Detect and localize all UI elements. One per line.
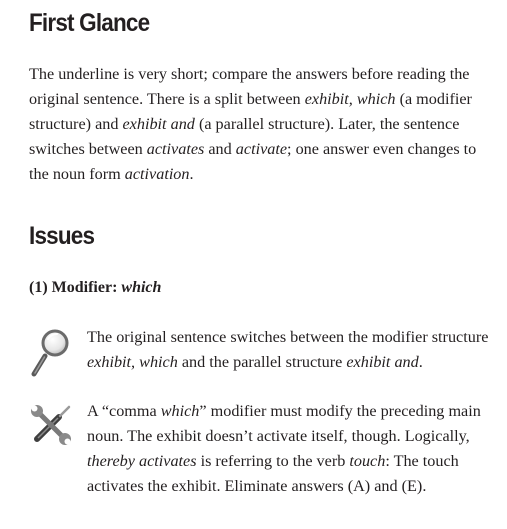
italic-term: activates bbox=[146, 140, 205, 158]
issues-heading: Issues bbox=[29, 222, 95, 250]
subheading-prefix: (1) Modifier: bbox=[29, 279, 122, 296]
text-span: The original sentence switches between the modifier structure bbox=[87, 328, 489, 346]
note-tools bbox=[29, 399, 499, 499]
text-span: ” modifier must modify the preceding main noun. The exhibit doesn’t activate itself, though. Logically, bbox=[87, 402, 481, 445]
page bbox=[29, 6, 499, 499]
italic-term: exhibit and bbox=[122, 115, 195, 133]
italic-term: exhibit, which bbox=[304, 90, 396, 108]
italic-term: activate bbox=[235, 140, 288, 158]
issue-subheading bbox=[29, 277, 499, 299]
text-span: . bbox=[189, 165, 194, 183]
text-span: is referring to the verb bbox=[196, 452, 350, 470]
text-span: and bbox=[204, 140, 236, 158]
note-text bbox=[87, 399, 492, 499]
italic-term: thereby activates bbox=[87, 452, 197, 470]
subheading-term: which bbox=[121, 279, 162, 296]
first-glance-heading: First Glance bbox=[29, 9, 150, 37]
note-magnifier bbox=[29, 325, 499, 375]
note-text bbox=[87, 325, 492, 375]
wrench-screwdriver-icon bbox=[29, 403, 73, 452]
first-glance-paragraph bbox=[29, 62, 489, 187]
magnifying-glass-icon bbox=[29, 329, 73, 382]
italic-term: exhibit and bbox=[346, 353, 419, 371]
italic-term: which bbox=[160, 402, 200, 420]
text-span: (a modifier structure) and bbox=[29, 90, 472, 133]
text-span: . bbox=[418, 353, 423, 371]
text-span: A “comma bbox=[87, 402, 161, 420]
text-span: The underline is very short; compare the answers before reading the original sentence. There is a split between bbox=[29, 65, 470, 108]
text-span: and the parallel structure bbox=[177, 353, 347, 371]
text-span: : The touch activates the exhibit. Eliminate answers (A) and (E). bbox=[87, 452, 459, 495]
text-span: ; one answer even changes to the noun form bbox=[29, 140, 477, 183]
text-span: (a parallel structure). Later, the sentence switches between bbox=[29, 115, 460, 158]
italic-term: activation bbox=[124, 165, 190, 183]
italic-term: touch bbox=[349, 452, 386, 470]
italic-term: exhibit, which bbox=[87, 353, 178, 371]
